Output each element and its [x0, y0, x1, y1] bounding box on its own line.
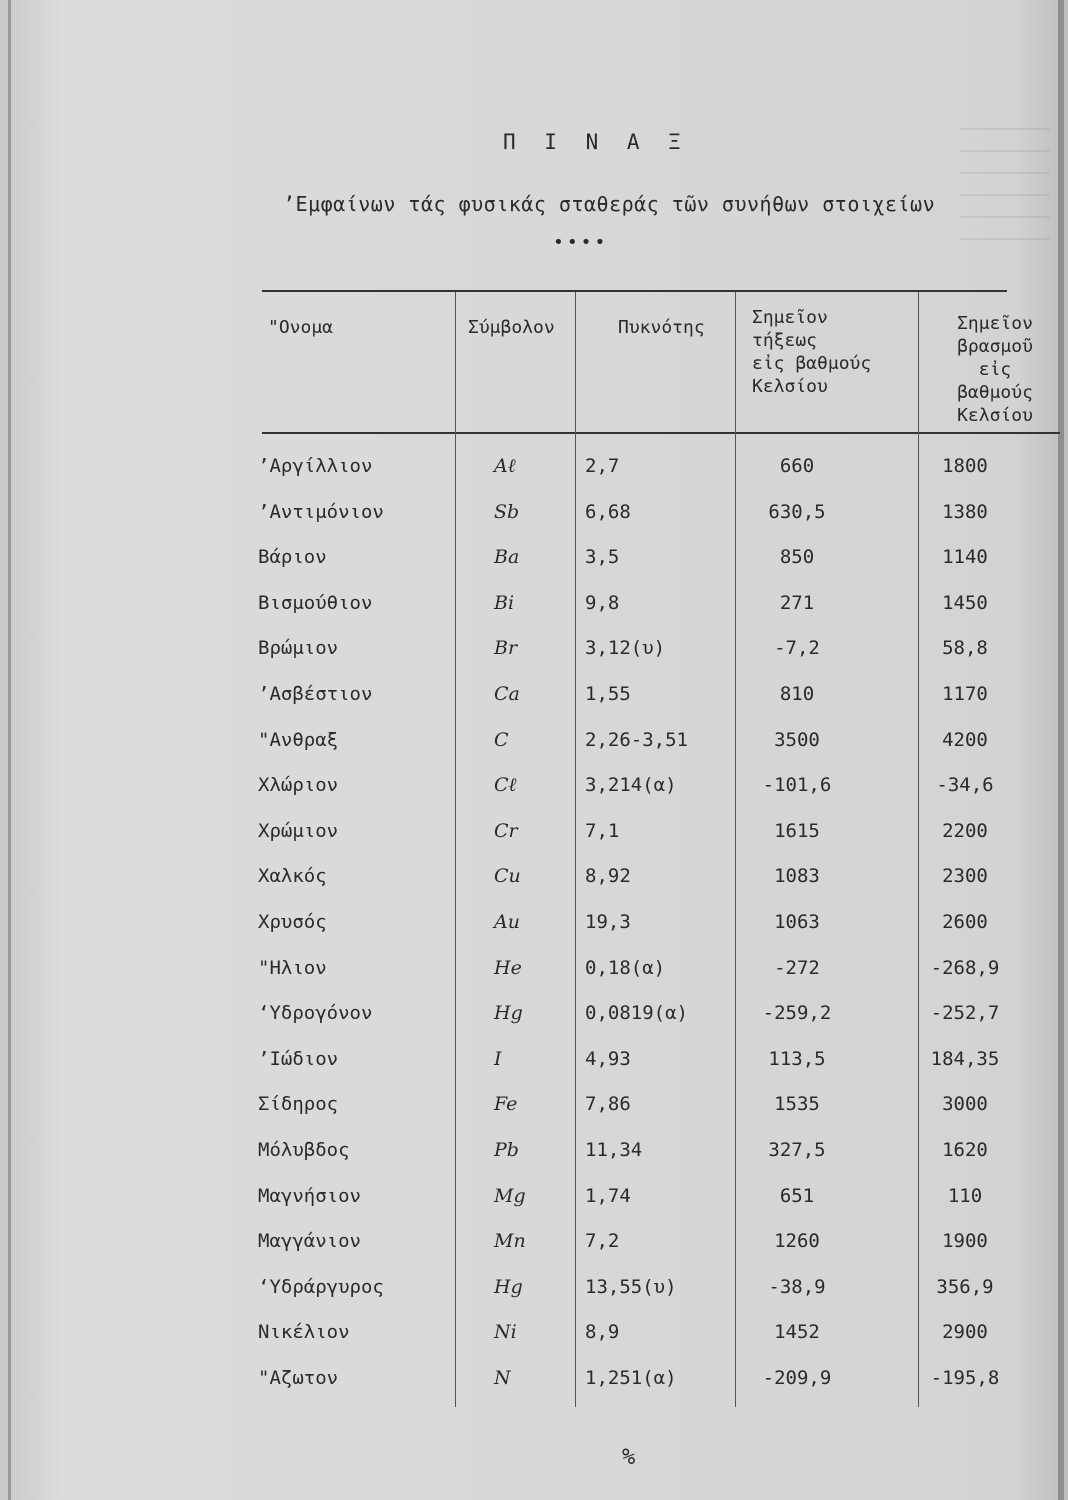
table-row	[0, 1276, 1068, 1322]
element-boiling-point: 1450	[942, 591, 988, 614]
page-mark: %	[622, 1445, 636, 1470]
element-name: Σίδηρος	[258, 1093, 339, 1116]
element-density: 3,5	[585, 546, 620, 569]
element-melting-point: 651	[779, 1184, 815, 1207]
element-symbol: Hg	[494, 1002, 523, 1025]
element-name: ’Ιώδιον	[258, 1047, 339, 1070]
element-name: Χρυσός	[258, 911, 327, 933]
element-symbol: I	[494, 1047, 502, 1070]
table-row	[0, 1185, 1068, 1231]
element-melting-point: 1452	[774, 1321, 820, 1344]
element-density: 0,0819(α)	[585, 1002, 688, 1025]
element-symbol: Sb	[494, 500, 520, 523]
element-melting-point: 1615	[774, 819, 820, 842]
element-melting-point: 1083	[774, 865, 820, 888]
table-row	[0, 501, 1068, 547]
element-name: Χλώριον	[258, 774, 339, 797]
table-row	[0, 865, 1068, 911]
page-title: Π Ι Ν Α Ξ	[503, 130, 689, 154]
element-symbol: Pb	[494, 1139, 519, 1161]
element-name: ’Αργίλλιον	[258, 455, 373, 477]
header-density: Πυκνότης	[618, 317, 705, 338]
element-density: 8,92	[585, 865, 631, 888]
element-symbol: Mg	[494, 1184, 526, 1207]
element-boiling-point: 1900	[942, 1230, 988, 1253]
element-boiling-point: 1380	[942, 500, 988, 523]
element-name: ’Ασβέστιον	[258, 683, 373, 705]
table-row	[0, 1093, 1068, 1139]
element-boiling-point: 2600	[942, 911, 988, 933]
table-row	[0, 455, 1068, 501]
element-density: 6,68	[585, 500, 631, 523]
table-row	[0, 637, 1068, 683]
element-melting-point: -101,6	[762, 774, 832, 797]
element-symbol: Aℓ	[494, 455, 516, 477]
element-density: 2,7	[585, 455, 620, 477]
table-row	[0, 1367, 1068, 1413]
element-symbol: Ca	[494, 683, 520, 705]
element-density: 19,3	[585, 911, 631, 933]
element-density: 11,34	[585, 1139, 643, 1161]
element-symbol: He	[494, 956, 522, 979]
element-name: Μόλυβδος	[258, 1139, 350, 1161]
element-symbol: Hg	[494, 1275, 523, 1298]
element-boiling-point: 1800	[942, 455, 988, 477]
element-density: 7,2	[585, 1230, 620, 1253]
element-name: "Ανθραξ	[258, 728, 339, 751]
element-boiling-point: 58,8	[942, 637, 988, 660]
element-boiling-point: 1170	[942, 683, 988, 705]
element-boiling-point: 2200	[942, 819, 988, 842]
element-boiling-point: 1140	[942, 546, 988, 569]
element-melting-point: 810	[779, 683, 815, 705]
element-melting-point: -259,2	[762, 1002, 832, 1025]
element-boiling-point: 184,35	[930, 1047, 1000, 1070]
table-row	[0, 729, 1068, 775]
element-density: 13,55(υ)	[585, 1275, 677, 1298]
element-name: ‘Υδράργυρος	[258, 1275, 384, 1298]
header-name: "Ονομα	[268, 317, 334, 338]
header-symbol: Σύμβολον	[468, 317, 555, 338]
element-density: 2,26-3,51	[585, 728, 688, 751]
table-row	[0, 1321, 1068, 1367]
element-melting-point: -38,9	[768, 1275, 826, 1298]
element-boiling-point: 4200	[942, 728, 988, 751]
table-row	[0, 774, 1068, 820]
element-density: 1,74	[585, 1184, 631, 1207]
element-name: Νικέλιον	[258, 1321, 350, 1344]
table-row	[0, 1002, 1068, 1048]
element-melting-point: 1063	[774, 911, 820, 933]
element-boiling-point: 1620	[942, 1139, 988, 1161]
table-row	[0, 683, 1068, 729]
element-symbol: Cu	[494, 865, 521, 888]
element-boiling-point: 2300	[942, 865, 988, 888]
element-boiling-point: -34,6	[936, 774, 994, 797]
element-melting-point: 850	[779, 546, 815, 569]
element-melting-point: 327,5	[768, 1139, 826, 1161]
table-row	[0, 592, 1068, 638]
table-row	[0, 911, 1068, 957]
table-row	[0, 820, 1068, 866]
element-melting-point: 660	[779, 455, 815, 477]
element-melting-point: 630,5	[768, 500, 826, 523]
element-symbol: Cℓ	[494, 774, 517, 797]
element-melting-point: 1260	[774, 1230, 820, 1253]
element-melting-point: 271	[779, 591, 815, 614]
element-boiling-point: -268,9	[930, 956, 1000, 979]
element-boiling-point: 356,9	[936, 1275, 994, 1298]
ornament-dots: ••••	[553, 232, 609, 253]
table-row	[0, 1230, 1068, 1276]
element-density: 3,12(υ)	[585, 637, 666, 660]
element-name: ‘Υδρογόνον	[258, 1002, 373, 1025]
element-name: Βισμούθιον	[258, 591, 373, 614]
element-name: Μαγνήσιον	[258, 1184, 361, 1207]
element-boiling-point: 3000	[942, 1093, 988, 1116]
show-through-block	[960, 110, 1050, 240]
element-density: 7,86	[585, 1093, 631, 1116]
element-name: "Ηλιον	[258, 956, 327, 979]
header-boiling-point: Σημεῖον βρασμοῦ εἰς βαθμούς Κελσίου	[957, 313, 1033, 426]
table-row	[0, 957, 1068, 1003]
element-density: 3,214(α)	[585, 774, 677, 797]
element-density: 7,1	[585, 819, 620, 842]
element-name: Βάριον	[258, 546, 327, 569]
element-boiling-point: -252,7	[930, 1002, 1000, 1025]
element-name: "Αζωτον	[258, 1367, 339, 1389]
element-symbol: N	[494, 1367, 511, 1389]
element-melting-point: -272	[774, 956, 820, 979]
element-symbol: Au	[494, 911, 520, 933]
table-row	[0, 546, 1068, 592]
element-density: 9,8	[585, 591, 620, 614]
element-melting-point: 1535	[774, 1093, 820, 1116]
element-symbol: Br	[494, 637, 518, 660]
table-row	[0, 1139, 1068, 1185]
table-top-rule	[262, 290, 1007, 292]
element-boiling-point: 2900	[942, 1321, 988, 1344]
element-density: 1,251(α)	[585, 1367, 677, 1389]
element-density: 4,93	[585, 1047, 631, 1070]
element-name: Μαγγάνιον	[258, 1230, 361, 1253]
element-melting-point: -7,2	[774, 637, 820, 660]
element-melting-point: 3500	[774, 728, 820, 751]
element-density: 1,55	[585, 683, 631, 705]
page-subtitle: ’Εμφαίνων τάς φυσικάς σταθεράς τῶν συνήθων στοιχείων	[283, 192, 936, 216]
table-header-rule	[262, 432, 1060, 434]
element-symbol: Mn	[494, 1230, 526, 1253]
element-symbol: C	[494, 728, 509, 751]
element-name: ’Αντιμόνιον	[258, 500, 384, 523]
element-name: Χρώμιον	[258, 819, 339, 842]
element-melting-point: 113,5	[768, 1047, 826, 1070]
element-name: Βρώμιον	[258, 637, 339, 660]
element-name: Χαλκός	[258, 865, 327, 888]
element-symbol: Ba	[494, 546, 520, 569]
element-density: 8,9	[585, 1321, 620, 1344]
element-melting-point: -209,9	[762, 1367, 832, 1389]
element-boiling-point: 110	[947, 1184, 983, 1207]
header-melting-point: Σημεῖον τήξεως εἰς βαθμούς Κελσίου	[752, 307, 872, 397]
element-symbol: Cr	[494, 819, 518, 842]
element-symbol: Fe	[494, 1093, 518, 1116]
element-symbol: Ni	[494, 1321, 517, 1344]
element-boiling-point: -195,8	[930, 1367, 1000, 1389]
element-symbol: Bi	[494, 591, 515, 614]
element-density: 0,18(α)	[585, 956, 666, 979]
table-row	[0, 1048, 1068, 1094]
